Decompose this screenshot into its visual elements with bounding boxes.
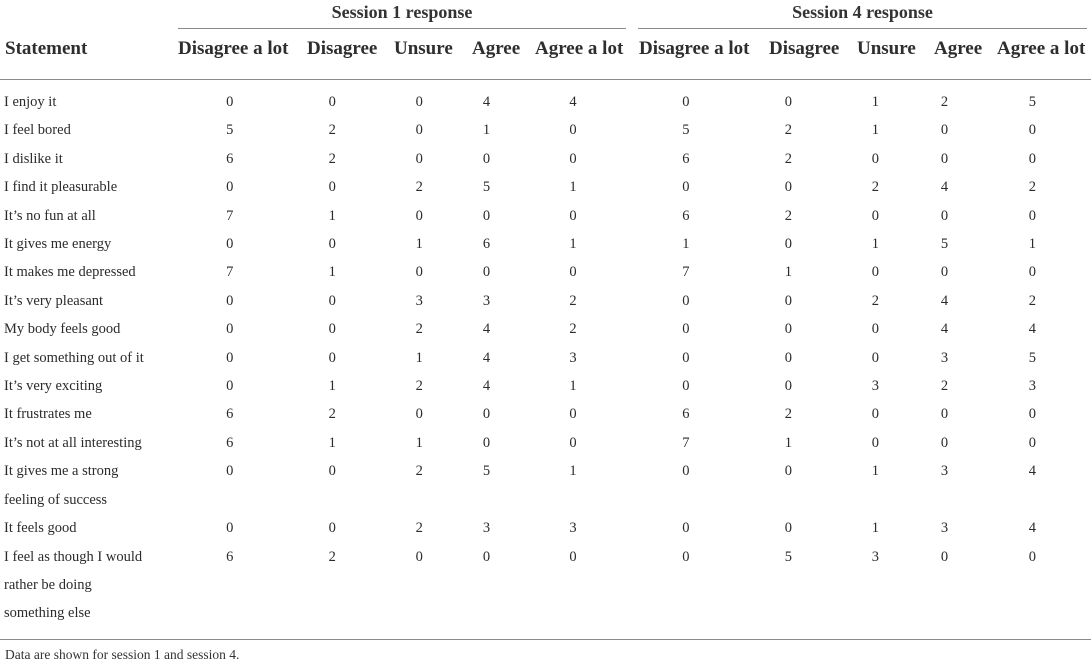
s4-count-cell: 0 [1028,434,1037,451]
statement-line: rather be doing [4,576,92,593]
statement-line: I find it pleasurable [4,179,118,196]
s4-count-cell: 6 [682,406,690,423]
s1-count-cell: 3 [482,292,491,309]
table-row [0,543,1091,628]
response-table [0,88,1091,628]
s1-count-cell: 2 [415,463,423,480]
table-row [0,457,1091,514]
s4-count-cell: 0 [784,378,792,395]
statement-cell [0,88,176,116]
s4-count-cell: 2 [784,406,792,423]
s4-count-cell: 0 [940,406,949,423]
table-row [0,514,1091,542]
s4-count-cell: 4 [940,321,949,338]
s4-count-cell: 2 [784,122,792,139]
s1-count-cell: 0 [415,406,423,423]
s1-count-cell: 1 [328,378,336,395]
table-row [0,202,1091,230]
s4-count-cell: 0 [784,349,792,366]
s4-count-cell: 1 [871,236,879,253]
s4-col-agree: Agree [934,38,983,59]
s1-count-cell: 0 [415,548,423,565]
statement-cell [0,202,176,230]
s4-count-cell: 0 [1028,150,1037,167]
s1-count-cell: 1 [328,434,336,451]
s4-col-disagree-a-lot: Disagree a lot [639,38,750,59]
s4-count-cell: 1 [871,94,879,110]
s1-count-cell: 2 [569,321,577,338]
table-row [0,287,1091,315]
s4-count-cell: 1 [784,264,792,281]
s1-count-cell: 7 [226,207,234,224]
s1-count-cell: 0 [226,378,234,395]
s1-count-cell: 0 [226,236,234,253]
s4-count-cell: 2 [1028,179,1037,196]
statement-line: I get something out of it [4,349,144,366]
s1-count-cell: 1 [415,236,423,253]
s1-count-cell: 6 [226,434,234,451]
s4-count-cell: 0 [682,179,690,196]
s1-count-cell: 0 [415,207,423,224]
s1-count-cell: 4 [482,321,491,338]
s4-count-cell: 0 [784,520,792,537]
statement-line: I enjoy it [4,94,57,110]
s1-count-cell: 0 [569,434,577,451]
s4-count-cell: 0 [784,463,792,480]
s4-count-cell: 0 [871,264,879,281]
s1-count-cell: 1 [569,463,577,480]
statement-line: It gives me a strong [4,463,119,480]
statement-line: feeling of success [4,491,108,508]
statement-line: I feel bored [4,122,71,139]
s1-count-cell: 1 [328,207,336,224]
table-row [0,372,1091,400]
table-row [0,88,1091,116]
s4-count-cell: 0 [871,349,879,366]
s1-count-cell: 1 [569,236,577,253]
s4-count-cell: 3 [871,378,879,395]
s1-count-cell: 2 [328,406,336,423]
s4-count-cell: 1 [871,520,879,537]
s1-count-cell: 2 [415,520,423,537]
statement-line: something else [4,605,91,622]
s1-count-cell: 0 [482,264,491,281]
s1-count-cell: 0 [226,520,234,537]
statement-cell [0,230,176,258]
s1-count-cell: 0 [328,236,336,253]
s4-count-cell: 6 [682,207,690,224]
s1-count-cell: 0 [482,207,491,224]
s1-col-disagree-a-lot: Disagree a lot [178,38,289,59]
table-row [0,258,1091,286]
s4-count-cell: 4 [940,179,949,196]
statement-cell [0,400,176,428]
s4-count-cell: 5 [1028,349,1037,366]
s4-count-cell: 3 [940,463,949,480]
s4-count-cell: 2 [871,292,879,309]
statement-cell [0,173,176,201]
s4-count-cell: 0 [682,292,690,309]
s1-count-cell: 0 [328,349,336,366]
s1-col-agree-a-lot: Agree a lot [535,38,624,59]
s1-count-cell: 0 [328,463,336,480]
statement-cell [0,145,176,173]
s4-count-cell: 1 [1028,236,1037,253]
table-row [0,145,1091,173]
s4-col-agree-a-lot: Agree a lot [997,38,1086,59]
s4-count-cell: 4 [1028,463,1037,480]
s4-count-cell: 0 [1028,122,1037,139]
table-row [0,344,1091,372]
s4-col-disagree: Disagree [769,38,840,59]
s4-count-cell: 0 [682,548,690,565]
s1-count-cell: 1 [328,264,336,281]
s1-col-agree: Agree [472,38,521,59]
s1-count-cell: 2 [415,179,423,196]
s1-count-cell: 5 [226,122,234,139]
s4-count-cell: 5 [940,236,949,253]
statement-cell [0,429,176,457]
s4-count-cell: 0 [784,321,792,338]
s4-count-cell: 5 [1028,94,1037,110]
header-divider [0,79,1091,80]
s4-count-cell: 0 [682,520,690,537]
s1-count-cell: 6 [482,236,491,253]
s1-count-cell: 1 [482,122,491,139]
s1-count-cell: 3 [415,292,423,309]
s4-count-cell: 1 [682,236,690,253]
s4-count-cell: 0 [940,434,949,451]
statement-cell [0,287,176,315]
s4-count-cell: 1 [784,434,792,451]
s4-count-cell: 0 [940,264,949,281]
s1-count-cell: 0 [226,321,234,338]
s1-count-cell: 0 [226,349,234,366]
statement-line: It makes me depressed [4,264,136,281]
statement-cell [0,514,176,542]
s1-count-cell: 5 [482,463,491,480]
s1-count-cell: 0 [569,264,577,281]
s1-count-cell: 0 [226,179,234,196]
s1-count-cell: 2 [415,378,423,395]
statement-line: I feel as though I would [4,548,143,565]
s4-count-cell: 0 [682,349,690,366]
s1-count-cell: 1 [415,349,423,366]
s1-count-cell: 0 [569,406,577,423]
s1-count-cell: 0 [569,207,577,224]
s4-count-cell: 0 [871,321,879,338]
statement-line: It’s not at all interesting [4,434,142,451]
table-row [0,116,1091,144]
s1-count-cell: 0 [226,94,234,110]
session-4-header: Session 4 response [792,2,933,22]
s1-count-cell: 2 [415,321,423,338]
s4-count-cell: 4 [940,292,949,309]
s1-count-cell: 0 [569,548,577,565]
s4-count-cell: 3 [940,349,949,366]
s1-count-cell: 6 [226,406,234,423]
s4-count-cell: 4 [1028,520,1037,537]
s4-count-cell: 0 [682,378,690,395]
statement-cell [0,543,176,628]
s1-count-cell: 0 [482,150,491,167]
s4-count-cell: 4 [1028,321,1037,338]
s1-count-cell: 3 [569,349,577,366]
s1-count-cell: 6 [226,548,234,565]
s4-count-cell: 0 [682,463,690,480]
s4-count-cell: 1 [871,122,879,139]
statement-line: It’s very exciting [4,378,103,395]
s1-count-cell: 0 [569,122,577,139]
s1-col-disagree: Disagree [307,38,378,59]
s4-count-cell: 7 [682,434,690,451]
s1-count-cell: 2 [328,548,336,565]
s1-count-cell: 0 [415,150,423,167]
s4-count-cell: 0 [1028,207,1037,224]
s4-count-cell: 3 [940,520,949,537]
statement-cell [0,344,176,372]
s4-count-cell: 0 [784,236,792,253]
s4-count-cell: 3 [1028,378,1037,395]
statement-cell [0,315,176,343]
s1-count-cell: 0 [328,321,336,338]
s1-count-cell: 1 [569,179,577,196]
table-row [0,400,1091,428]
s4-count-cell: 0 [940,548,949,565]
table-footnote: Data are shown for session 1 and session 4. [5,647,240,662]
s1-count-cell: 0 [415,122,423,139]
statement-line: It’s very pleasant [4,292,104,309]
s1-count-cell: 0 [226,463,234,480]
s1-count-cell: 0 [415,94,423,110]
s1-count-cell: 2 [569,292,577,309]
s1-count-cell: 4 [482,349,491,366]
s4-count-cell: 0 [871,150,879,167]
s4-count-cell: 6 [682,150,690,167]
table-row [0,315,1091,343]
table-row [0,230,1091,258]
table-row [0,173,1091,201]
s4-count-cell: 2 [940,378,949,395]
s4-count-cell: 2 [1028,292,1037,309]
s4-col-unsure: Unsure [857,38,916,59]
statement-cell [0,457,176,514]
s1-count-cell: 3 [569,520,577,537]
s1-count-cell: 2 [328,122,336,139]
s1-col-unsure: Unsure [394,38,453,59]
s1-count-cell: 0 [226,292,234,309]
s4-count-cell: 3 [871,548,879,565]
s4-count-cell: 0 [682,321,690,338]
s4-count-cell: 2 [871,179,879,196]
s4-count-cell: 0 [784,292,792,309]
s4-count-cell: 2 [940,94,949,110]
footer-divider [0,639,1091,640]
statement-line: It gives me energy [4,236,112,253]
s4-count-cell: 0 [682,94,690,110]
s1-count-cell: 4 [569,94,577,110]
session-1-underline [178,28,626,29]
s1-count-cell: 5 [482,179,491,196]
s1-count-cell: 4 [482,94,491,110]
s4-count-cell: 0 [1028,264,1037,281]
s1-count-cell: 4 [482,378,491,395]
s4-count-cell: 0 [871,406,879,423]
s1-count-cell: 0 [415,264,423,281]
statement-line: I dislike it [4,150,63,167]
s4-count-cell: 5 [784,548,792,565]
statement-column-header: Statement [5,38,88,59]
s1-count-cell: 3 [482,520,491,537]
s4-count-cell: 0 [940,150,949,167]
s4-count-cell: 0 [871,434,879,451]
s4-count-cell: 0 [784,179,792,196]
s4-count-cell: 0 [1028,406,1037,423]
s4-count-cell: 5 [682,122,690,139]
statement-line: It’s no fun at all [4,207,96,224]
s4-count-cell: 1 [871,463,879,480]
s4-count-cell: 2 [784,150,792,167]
s4-count-cell: 0 [940,122,949,139]
s1-count-cell: 0 [328,292,336,309]
s4-count-cell: 7 [682,264,690,281]
table-row [0,429,1091,457]
statement-line: It feels good [4,520,77,537]
s1-count-cell: 6 [226,150,234,167]
statement-cell [0,372,176,400]
statement-line: My body feels good [4,321,121,338]
s1-count-cell: 0 [482,406,491,423]
session-4-underline [638,28,1087,29]
s1-count-cell: 0 [328,94,336,110]
s1-count-cell: 0 [569,150,577,167]
s4-count-cell: 0 [871,207,879,224]
s1-count-cell: 0 [482,548,491,565]
s1-count-cell: 0 [328,179,336,196]
s4-count-cell: 0 [1028,548,1037,565]
statement-cell [0,258,176,286]
s4-count-cell: 0 [940,207,949,224]
statement-line: It frustrates me [4,406,92,423]
s1-count-cell: 1 [569,378,577,395]
s1-count-cell: 0 [482,434,491,451]
session-1-header: Session 1 response [331,2,473,22]
s1-count-cell: 0 [328,520,336,537]
s1-count-cell: 1 [415,434,423,451]
s4-count-cell: 2 [784,207,792,224]
s4-count-cell: 0 [784,94,792,110]
s1-count-cell: 7 [226,264,234,281]
s1-count-cell: 2 [328,150,336,167]
statement-cell [0,116,176,144]
